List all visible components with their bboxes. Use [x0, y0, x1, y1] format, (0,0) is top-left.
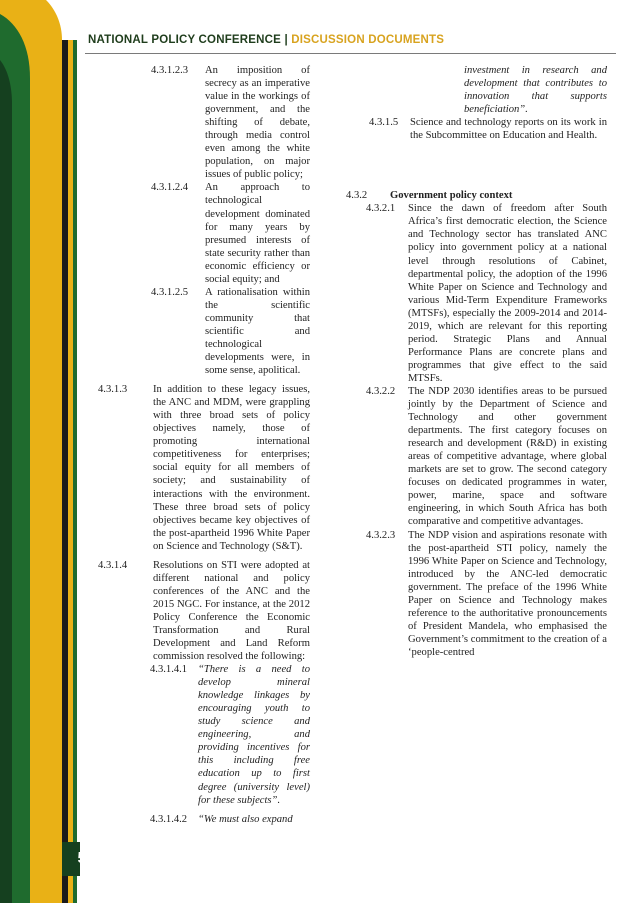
item-4-3-1-2-4 [98, 181, 310, 285]
left-column [98, 64, 310, 826]
item-4-3-1-2-5 [98, 286, 310, 377]
item-4-3-2-3 [346, 529, 607, 659]
item-4-3-2-2 [346, 385, 607, 529]
item-text: Since the dawn of freedom after South Africa’s first democratic election, the Science and Technology sector has translated ANC policy into government policy at a national level through resolutions of Cabinet, departmental policy, the adoption of the 1996 White Paper on Science and Technology and various Mid-Term Expenditure Frameworks (MTSFs), especially the 2009-2014 and 2014-2019, which are relevant for this reporting period. Strategic Plans and Annual Performance Plans are concrete plans and programmes that give effect to the said MTSFs. [408, 203, 607, 384]
item-text: Science and technology reports on its work in the Subcommittee on Education and Health. [410, 117, 607, 142]
item-text: An imposition of secrecy as an imperative value in the workings of government, and the shifting of debate, through media control even among the white population, on major issues of public policy; [205, 65, 310, 181]
item-text: The NDP vision and aspirations resonate with the post-apartheid STI policy, namely the 1996 White Paper on Science and Technology, introduced by the ANC-led democratic government. The preface of the 1996 White Paper on Science and Technology makes reference to the authoritative pronouncements of President Mandela, who emphasised the Government’s commitment to the creation of a ‘people-centred [408, 529, 607, 658]
item-text: A rationalisation within the scientific community that scientific and technological developments were, in some sense, apolitical. [205, 286, 310, 377]
page-number: 5 [77, 850, 87, 867]
right-column [346, 64, 607, 659]
item-4-3-2-1 [346, 202, 607, 385]
page-header [88, 34, 444, 46]
section-title: Government policy context [390, 190, 513, 202]
item-number: 4.3.1.2.3 [151, 65, 189, 76]
item-4-3-1-4 [98, 559, 310, 663]
item-number: 4.3.1.3 [98, 384, 128, 396]
item-text: “We must also expand [198, 813, 293, 825]
item-text: Resolutions on STI were adopted at different national and policy conferences of the ANC and the 2015 NGC. For instance, at the 2012 Policy Conference the Economic Transformation and Rural Development and Land Reform commission resolved the following: [153, 559, 310, 663]
section-number: 4.3.2 [346, 190, 368, 202]
item-number: 4.3.1.4.1 [150, 664, 188, 676]
item-4-3-1-5 [346, 116, 607, 142]
item-number: 4.3.1.2.4 [151, 182, 189, 194]
item-text: In addition to these legacy issues, the ANC and MDM, were grappling with three broad sets of policy objectives namely, those of promoting international competitiveness for enterprises; social equity for all members of society; and sustainability of interactions with the environment. These three broad sets of policy objectives became key objectives of the post-apartheid 1996 White Paper on Science and Technology (S&T). [153, 384, 310, 552]
item-text: An approach to technological development dominated for many years by presumed interests of state security rather than economic efficiency or social equity; and [205, 182, 310, 285]
item-4-3-1-4-2 [98, 813, 310, 826]
quote-continuation: investment in research and development that contributes to innovation that supports beneficiation”. [464, 65, 607, 116]
section-4-3-2-heading [346, 189, 607, 202]
item-number: 4.3.2.2 [366, 385, 396, 397]
item-number: 4.3.1.2.5 [151, 286, 189, 298]
header-conference-title: NATIONAL POLICY CONFERENCE | [88, 34, 288, 46]
item-text: “There is a need to develop mineral knowledge linkages by encouraging youth to study science and engineering, and providing incentives for this including free education up to first degree (university level) for these subjects”. [198, 664, 310, 806]
decorative-flag-stripes [0, 0, 80, 903]
header-rule [85, 53, 616, 54]
header-section-title: DISCUSSION DOCUMENTS [291, 34, 445, 46]
item-number: 4.3.2.3 [366, 529, 396, 541]
item-text: The NDP 2030 identifies areas to be pursued jointly by the Department of Science and Technology and other government departments. The first category focuses on research and development (R&D) in existing areas of competitive advantage, where global markets are set to grow. The second category focuses on dedicated programmes in water, power, marine, space and software engineering, in which South Africa has both comparative and competitive advantages. [408, 385, 607, 528]
item-number: 4.3.1.4.2 [150, 813, 188, 825]
item-number: 4.3.1.4 [98, 559, 128, 571]
item-number: 4.3.2.1 [366, 203, 396, 215]
item-4-3-1-3 [98, 383, 310, 553]
item-number: 4.3.1.5 [369, 117, 399, 129]
item-4-3-1-2-3 [98, 64, 310, 181]
item-4-3-1-4-1 [98, 663, 310, 807]
